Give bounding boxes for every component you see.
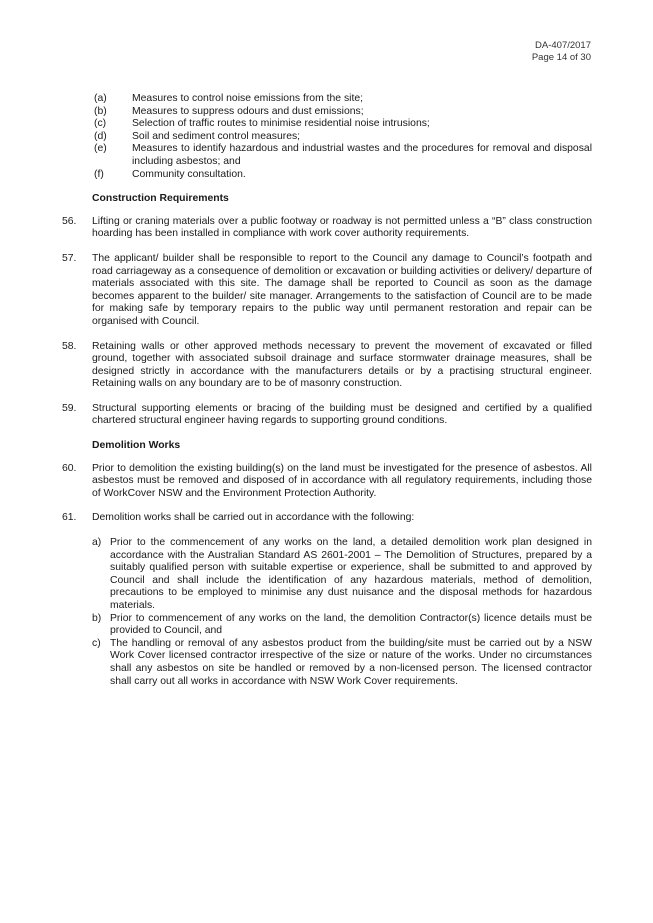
condition-number: 61. <box>62 512 77 524</box>
list-text: Measures to control noise emissions from the site; <box>132 93 363 104</box>
demolition-sub-list <box>92 537 592 688</box>
condition-item <box>62 253 592 329</box>
page-header <box>532 40 591 64</box>
list-text: Soil and sediment control measures; <box>132 130 301 142</box>
list-item <box>92 638 592 688</box>
list-item <box>62 106 592 119</box>
list-marker: a) <box>92 537 102 549</box>
condition-item <box>62 512 592 525</box>
condition-number: 60. <box>62 462 77 474</box>
list-text: Prior to the commencement of any works on the land, a detailed demolition work plan designed in accordance with the Australian Standard AS 2601-2001 – The Demolition of Structures, prepared by a suitably qualified person with suitable expertise or experience, shall be submitted to and approved by Council and shall include the identification of any hazardous materials, method of demolition, precautions to be employed to minimise any dust nuisance and the disposal methods for hazardous materials. <box>110 537 592 611</box>
list-item <box>92 537 592 613</box>
page-number: Page 14 of 30 <box>531 52 591 63</box>
condition-number: 56. <box>62 215 77 227</box>
list-marker: c) <box>92 637 101 649</box>
list-marker: (b) <box>94 105 107 117</box>
list-marker: (a) <box>94 93 107 104</box>
list-item <box>62 169 592 182</box>
document-body <box>62 93 592 688</box>
condition-item <box>62 216 592 241</box>
condition-number: 58. <box>62 340 77 352</box>
document-reference: DA-407/2017 <box>535 40 591 51</box>
condition-text: The applicant/ builder shall be responsible to report to the Council any damage to Council’s footpath and road carriageway as a consequence of demolition or excavation or building activities or delivery/ departure of materials associated with this site. The damage shall be reported to Council as soon as the damage becomes apparent to the builder/ site manager. Arrangements to the satisfaction of Council are to be made for making safe by temporary repairs to the public way until permanent restoration and repair can be organised with Council. <box>92 252 592 327</box>
condition-text: Demolition works shall be carried out in accordance with the following: <box>92 512 415 524</box>
list-item <box>62 131 592 144</box>
condition-item <box>62 403 592 428</box>
list-marker: (f) <box>94 168 104 180</box>
list-text: Prior to commencement of any works on the land, the demolition Contractor(s) licence details must be provided to Council, and <box>110 612 592 637</box>
condition-number: 59. <box>62 402 77 414</box>
section-heading-demolition: Demolition Works <box>92 440 181 452</box>
condition-number: 57. <box>62 252 77 264</box>
condition-text: Prior to demolition the existing building(s) on the land must be investigated for the presence of asbestos. All asbestos must be removed and disposed of in accordance with all regulatory requirements, including those of WorkCover NSW and the Environment Protection Authority. <box>92 462 592 499</box>
list-marker: (d) <box>94 130 107 142</box>
list-item <box>62 93 592 106</box>
list-text: Measures to suppress odours and dust emissions; <box>132 105 364 117</box>
intro-list <box>62 93 592 181</box>
list-item <box>92 613 592 638</box>
list-item <box>62 143 592 168</box>
condition-item <box>62 463 592 501</box>
condition-item <box>62 341 592 391</box>
condition-text: Structural supporting elements or bracing of the building must be designed and certified by a qualified chartered structural engineer having regards to supporting ground conditions. <box>92 402 592 427</box>
list-item <box>62 118 592 131</box>
section-heading-construction: Construction Requirements <box>92 193 229 205</box>
list-text: The handling or removal of any asbestos product from the building/site must be carried out by a NSW Work Cover licensed contractor irrespective of the size or nature of the works. Under no circumstances shall any asbestos on site be handled or removed by a non-licensed person. The licensed contractor shall carry out all works in accordance with NSW Work Cover requirements. <box>110 637 592 687</box>
list-text: Measures to identify hazardous and industrial wastes and the procedures for removal and disposal including asbestos; and <box>132 143 592 167</box>
list-marker: (c) <box>94 118 107 130</box>
list-text: Selection of traffic routes to minimise residential noise intrusions; <box>132 118 430 130</box>
list-text: Community consultation. <box>132 168 246 180</box>
condition-text: Retaining walls or other approved methods necessary to prevent the movement of excavated or filled ground, together with associated subsoil drainage and surface stormwater drainage measures, shall be designed strictly in accordance with the manufacturers details or by a practising structural engineer. Retaining walls on any boundary are to be of masonry construction. <box>92 340 592 390</box>
list-marker: b) <box>92 612 102 624</box>
list-marker: (e) <box>94 143 107 155</box>
condition-text: Lifting or craning materials over a public footway or roadway is not permitted unless a “B” class construction hoarding has been installed in compliance with work cover authority requirements. <box>92 215 592 240</box>
